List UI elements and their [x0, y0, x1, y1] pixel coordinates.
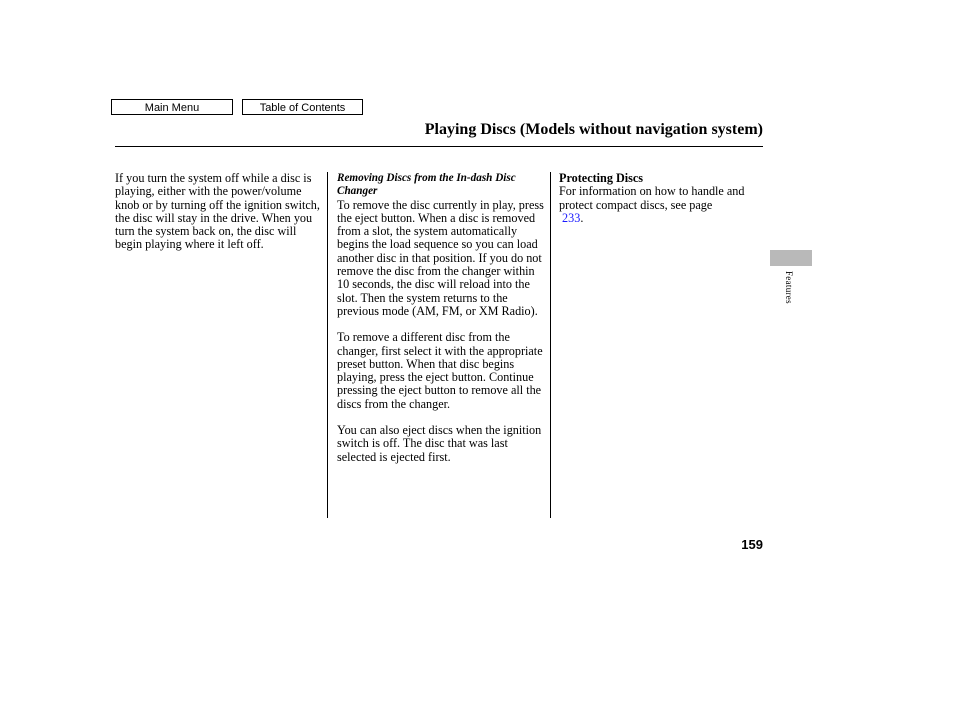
- section-heading-removing-discs: Removing Discs from the In-dash Disc Changer: [337, 172, 516, 198]
- body-paragraph: To remove the disc currently in play, press the eject button. When a disc is removed from a slot, the system automatically begins the load sequence so you can load another disc in that position. If you do not remove the disc from the changer within 10 seconds, the disc will reload into the slot. Then the system returns to the previous mode (AM, FM, or XM Radio).: [337, 197, 544, 318]
- body-paragraph: You can also eject discs when the ignition switch is off. The disc that was last selected is ejected first.: [337, 423, 542, 464]
- main-menu-button[interactable]: Main Menu: [111, 99, 233, 115]
- page-link-233[interactable]: 233: [562, 210, 581, 225]
- protecting-discs-text: For information on how to handle and protect compact discs, see page: [559, 184, 745, 212]
- table-of-contents-button[interactable]: Table of Contents: [242, 99, 363, 115]
- column-right: [559, 172, 764, 225]
- column-middle: [337, 172, 547, 464]
- title-rule: [115, 146, 763, 147]
- body-paragraph: [559, 185, 764, 225]
- section-heading-protecting-discs: Protecting Discs: [559, 171, 644, 185]
- section-tab-marker: [770, 250, 812, 266]
- body-paragraph: To remove a different disc from the changer, first select it with the appropriate preset button. When that disc begins playing, press the eject button. Continue pressing the eject button to remove all the discs from the changer.: [337, 330, 543, 411]
- trailing-period: .: [580, 210, 584, 225]
- page-title: Playing Discs (Models without navigation system): [424, 121, 763, 138]
- page-number: 159: [741, 537, 763, 552]
- column-divider: [327, 172, 328, 518]
- section-label: Features: [784, 271, 794, 304]
- body-paragraph: If you turn the system off while a disc is playing, either with the power/volume knob or by turning off the ignition switch, the disc will stay in the drive. When you turn the system back on, the disc will begin playing where it left off.: [115, 171, 320, 252]
- column-left: [115, 172, 320, 252]
- column-divider: [550, 172, 551, 518]
